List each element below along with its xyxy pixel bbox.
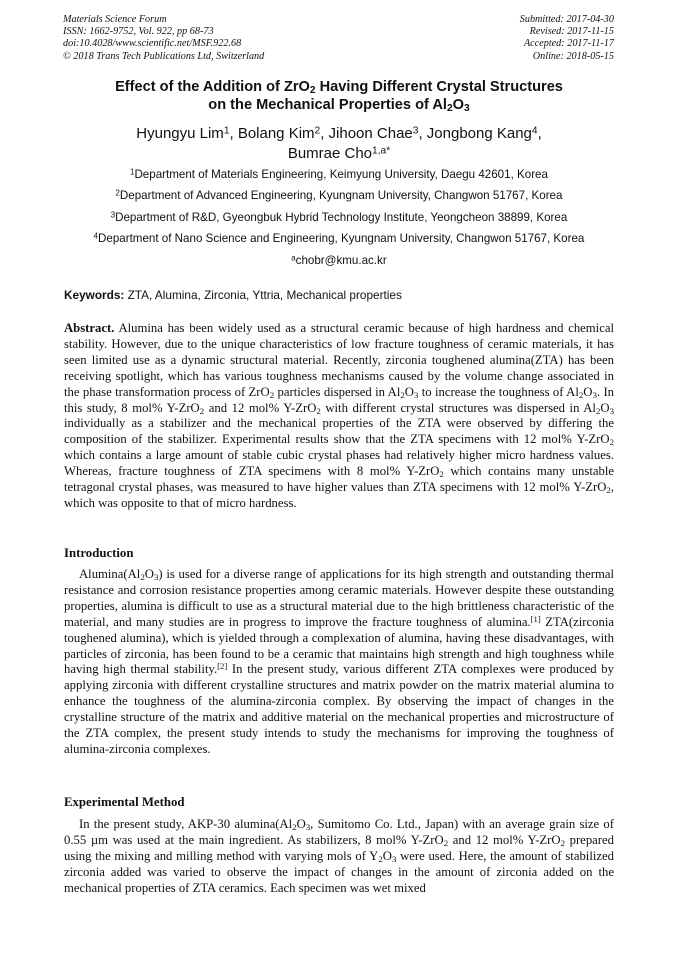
affiliation-3: $^3$Department of R&D, Gyeongbuk Hybrid Technology Institute, Yeongcheon 38899, Korea	[110, 210, 568, 224]
keywords	[64, 288, 614, 302]
introduction-body: $Alumina(Al_2O_3)$ is used for a diverse range of applications for its high strength and outstanding thermal resistance and corrosion resistance properties among ceramic materials. However despite these outstanding properties, alumina is difficult to use as a structural material due to the high brittleness characteristic of the material, and many studies are in progress to improve the fracture toughness of alumina.[1] ZTA(zirconia toughened alumina), which is yielded through a complexation of alumina, having these disadvantages, with particles of zirconia, has been found to be a ceramic that maintains high strength and high toughness while having high thermal stability.[2] In the present study, various different ZTA complexes were produced by applying zirconia with different crystalline structures and matrix powder on the matrix material alumina to enhance the toughness of the alumina-zirconia complex. By observing the impact of changes in the crystalline structure of the matrix and additive material on the mechanical properties and microstructure of the ZTA complex, the present study intends to study the mechanisms for improving the toughness of alumina-zirconia complexes.	[64, 567, 614, 756]
title-line-1: Effect of the Addition of ZrO$_2$ Having Different Crystal Structures	[115, 79, 563, 97]
affiliation-1: $^1$Department of Materials Engineering, Keimyung University, Daegu 42601, Korea	[130, 167, 548, 181]
journal-header-left	[63, 14, 264, 63]
affiliation-4: $^4$Department of Nano Science and Engineering, Kyungnam University, Changwon 51767, Korea	[93, 231, 585, 246]
corresponding-email: $^a$chobr@kmu.ac.kr	[291, 253, 387, 267]
journal-doi: doi:10.4028/www.scientific.net/MSF.922.68	[63, 38, 242, 50]
journal-header-right	[520, 14, 614, 63]
paper-title	[40, 78, 638, 114]
experimental-body: In the present study, AKP-30 $alumina(Al_2O_3$, Sumitomo Co. Ltd., Japan) with an average grain size of 0.55 µm was used at the main ingredient. As stabilizers, 8 mol% Y-ZrO$_2$ and 12 mol% Y-ZrO$_2$ prepared using the mixing and milling method with varying mols of $Y_2O_3$ were used. Here, the amount of stabilized zirconia added was varied to observe the impact of changes in the amount of zirconia added on the mechanical properties of ZTA ceramics. Each specimen was wet mixed	[64, 817, 614, 895]
introduction-heading: Introduction	[64, 546, 134, 560]
affiliations	[30, 164, 648, 271]
experimental-heading: Experimental Method	[64, 795, 185, 809]
author-line-1: Hyungyu Lim$^1$, Bolang Kim$^2$, Jihoon Chae$^3$, Jongbong Kang$^4$,	[136, 125, 542, 142]
keywords-text: ZTA, Alumina, Zirconia, Yttria, Mechanical properties	[124, 288, 402, 302]
abstract-label: Abstract.	[64, 321, 115, 335]
citation-1[interactable]: [1]	[530, 613, 541, 624]
date-submitted: Submitted: 2017-04-30	[519, 14, 614, 25]
affiliation-2: $^2$Department of Advanced Engineering, Kyungnam University, Changwon 51767, Korea	[115, 188, 563, 203]
title-line-2: on the Mechanical Properties of $Al_2O_3$	[208, 97, 470, 115]
journal-name: Materials Science Forum	[63, 14, 167, 25]
journal-copyright: © 2018 Trans Tech Publications Ltd, Switzerland	[63, 50, 265, 62]
keywords-label: Keywords:	[64, 288, 125, 302]
author-list	[40, 124, 638, 164]
date-revised: Revised: 2017-11-15	[529, 26, 614, 38]
date-online: Online: 2018-05-15	[532, 50, 614, 62]
abstract: Abstract. Alumina has been widely used as a structural ceramic because of high hardness and chemical stability. However, due to the unique characteristics of low fracture toughness of ceramic materials, it has seen limited use as a dynamic structural material. Recently, zirconia toughened alumina(ZTA) has been receiving spotlight, which has various toughness mechanisms caused by the volume change associated in the phase transformation process of ZrO$_2$ particles dispersed in $Al_2O_3$ to increase the toughness of $Al_2O_3$. In this study, 8 mol% Y-ZrO$_2$ and 12 mol% Y-ZrO$_2$ with different crystal structures was dispersed in $Al_2O_3$ individually as a stabilizer and the mechanical properties of the ZTA were observed by differing the composition of the stabilizer. Experimental results show that the ZTA specimens with 12 mol% Y-ZrO$_2$ which contains a large amount of stable cubic crystal phases had relatively higher micro hardness values. Whereas, fracture toughness of ZTA specimens with 8 mol% Y-ZrO$_2$ which contains many unstable tetragonal crystal phases, was measured to have higher values than ZTA specimens with 12 mol% Y-ZrO$_2$, which was opposite to that of micro hardness.	[64, 321, 615, 510]
date-accepted: Accepted: 2017-11-17	[523, 38, 614, 50]
journal-issn: ISSN: 1662-9752, Vol. 922, pp 68-73	[63, 26, 214, 38]
author-line-2: Bumrae Cho$^{1,a*}$	[287, 145, 391, 162]
citation-2[interactable]: [2]	[217, 661, 228, 672]
